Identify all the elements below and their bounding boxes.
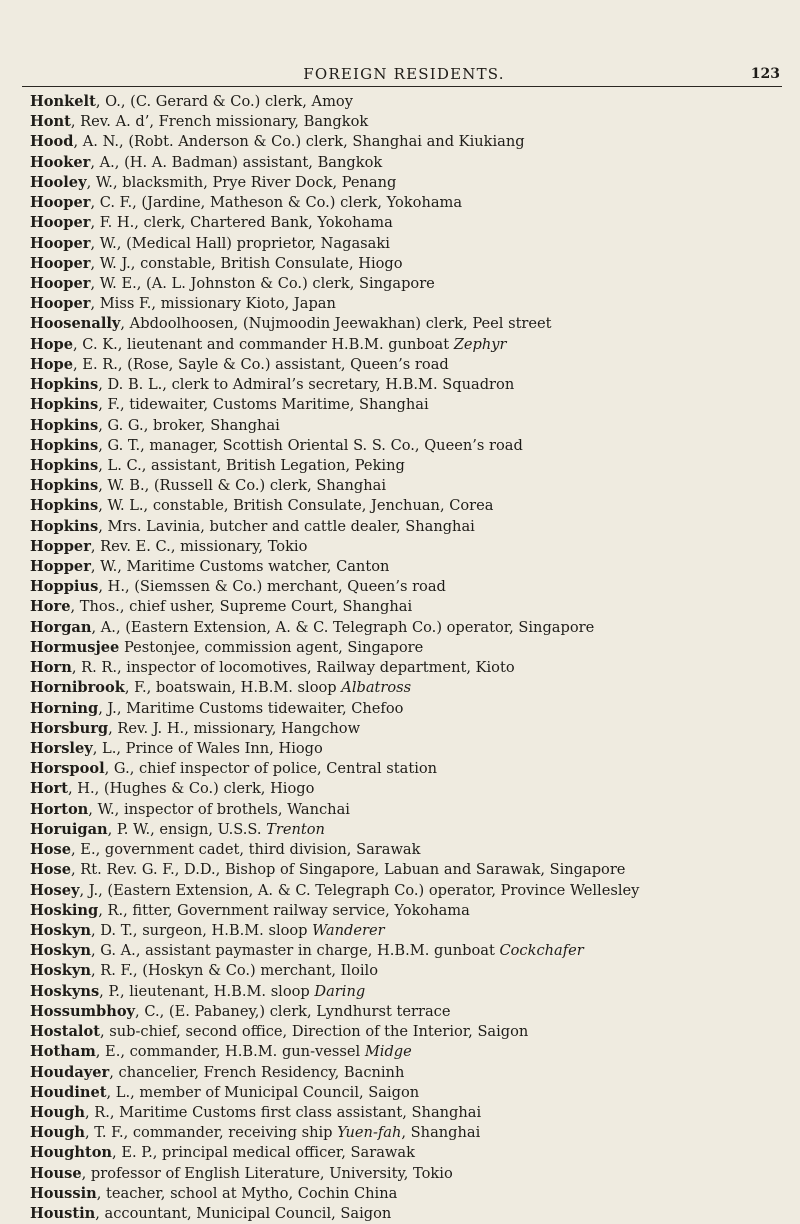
entry-details: , W., blacksmith, Prye River Dock, Penang: [86, 173, 397, 191]
entry-details: , professor of English Literature, University, Tokio: [81, 1164, 453, 1182]
list-item: [30, 759, 782, 779]
entry-surname: Horsley: [30, 740, 93, 757]
entry-surname: Hotham: [30, 1043, 96, 1061]
entry-ship-name: Wanderer: [312, 921, 385, 939]
entry-details: , G. T., manager, Scottish Oriental S. S. Co., Queen’s road: [98, 436, 523, 454]
entry-surname: Hornibrook: [30, 679, 125, 697]
entry-details: , F., tidewaiter, Customs Maritime, Shanghai: [98, 396, 429, 414]
list-item: [30, 112, 782, 132]
entry-surname: Hooper: [30, 214, 91, 232]
list-item: [30, 92, 782, 112]
list-item: [30, 153, 782, 173]
entry-details: , H., (Hughes & Co.) clerk, Hiogo: [67, 780, 315, 798]
entry-surname: Horn: [30, 659, 72, 677]
entry-details: , J., (Eastern Extension, A. & C. Telegraph Co.) operator, Province Wellesley: [79, 881, 640, 899]
entry-details: , R. F., (Hoskyn & Co.) merchant, Iloilo: [90, 962, 378, 980]
entry-details: , R., Maritime Customs first class assistant, Shanghai: [84, 1103, 482, 1121]
entry-ship-name: Daring: [314, 982, 366, 1000]
list-item: [30, 1022, 782, 1042]
entry-details: , A. N., (Robt. Anderson & Co.) clerk, Shanghai and Kiukiang: [73, 133, 525, 151]
list-item: [30, 476, 782, 496]
entry-surname: Hoppius: [30, 578, 99, 596]
entry-details: , P., lieutenant, H.B.M. sloop: [99, 982, 315, 1000]
list-item: [30, 375, 782, 395]
entry-details: , C. F., (Jardine, Matheson & Co.) clerk, Yokohama: [90, 194, 463, 212]
entry-surname: Hooley: [30, 173, 87, 191]
entry-details: , chancelier, French Residency, Bacninh: [109, 1063, 405, 1081]
list-item: [30, 860, 782, 880]
entry-details: , F., boatswain, H.B.M. sloop: [124, 679, 342, 697]
entry-surname: Horgan: [30, 618, 92, 636]
entry-details: , Rt. Rev. G. F., D.D., Bishop of Singapore, Labuan and Sarawak, Singapore: [71, 861, 626, 879]
entry-surname: Hose: [30, 861, 72, 879]
entry-details-tail: , Shanghai: [401, 1124, 481, 1142]
list-item: [30, 234, 782, 254]
directory-entries: [30, 92, 782, 1224]
entry-surname: Hopkins: [30, 376, 99, 394]
entry-surname: Hore: [30, 598, 71, 616]
entry-surname: Hormusjee: [30, 638, 120, 656]
entry-details: , Rev. J. H., missionary, Hangchow: [108, 719, 361, 737]
entry-surname: Hooper: [30, 295, 91, 313]
list-item: [30, 436, 782, 456]
list-item: [30, 1063, 782, 1083]
entry-details: , R., fitter, Government railway service, Yokohama: [98, 901, 470, 919]
list-item: [30, 537, 782, 557]
entry-surname: Horning: [30, 699, 99, 717]
entry-surname: Horton: [30, 800, 89, 818]
list-item: [30, 881, 782, 901]
entry-surname: Hopper: [30, 558, 91, 576]
entry-details: , E. R., (Rose, Sayle & Co.) assistant, Queen’s road: [73, 355, 449, 373]
list-item: [30, 1002, 782, 1022]
entry-surname: Houghton: [30, 1144, 113, 1162]
entry-surname: Hostalot: [30, 1023, 100, 1041]
entry-details: , C., (E. Pabaney,) clerk, Lyndhurst terrace: [135, 1002, 451, 1020]
entry-details: , teacher, school at Mytho, Cochin China: [96, 1184, 398, 1202]
entry-details: , L., Prince of Wales Inn, Hiogo: [92, 740, 323, 757]
entry-surname: Horuigan: [30, 820, 108, 838]
entry-details: Pestonjee, commission agent, Singapore: [119, 638, 424, 656]
entry-surname: Hoskyn: [30, 921, 91, 939]
list-item: [30, 820, 782, 840]
entry-surname: Hopkins: [30, 436, 99, 454]
entry-details: , T. F., commander, receiving ship: [84, 1124, 338, 1142]
entry-details: , E., government cadet, third division, Sarawak: [71, 841, 421, 859]
entry-surname: Hooper: [30, 234, 91, 252]
list-item: [30, 638, 782, 658]
list-item: [30, 982, 782, 1002]
entry-surname: Hope: [30, 355, 74, 373]
list-item: [30, 274, 782, 294]
entry-details: , E., commander, H.B.M. gun-vessel: [95, 1043, 365, 1061]
list-item: [30, 1083, 782, 1103]
entry-surname: Hough: [30, 1124, 85, 1142]
entry-details: , accountant, Municipal Council, Saigon: [95, 1205, 392, 1223]
entry-surname: Hopkins: [30, 456, 99, 474]
entry-ship-name: Zephyr: [453, 335, 507, 353]
list-item: [30, 577, 782, 597]
list-item: [30, 355, 782, 375]
entry-surname: Hose: [30, 841, 72, 859]
entry-ship-name: Albatross: [341, 679, 412, 697]
entry-surname: Hooper: [30, 194, 91, 212]
entry-details: , W. J., constable, British Consulate, Hiogo: [90, 254, 403, 272]
entry-surname: Hoskyn: [30, 962, 91, 980]
list-item: [30, 314, 782, 334]
entry-details: , A., (H. A. Badman) assistant, Bangkok: [90, 153, 383, 171]
list-item: [30, 658, 782, 678]
entry-surname: Hooper: [30, 254, 91, 272]
list-item: [30, 557, 782, 577]
entry-details: , Rev. E. C., missionary, Tokio: [90, 537, 308, 555]
list-item: [30, 961, 782, 981]
entry-details: , Rev. A. d’, French missionary, Bangkok: [70, 113, 369, 131]
entry-surname: Houstin: [30, 1205, 96, 1223]
list-item: [30, 1143, 782, 1163]
entry-surname: Hossumbhoy: [30, 1002, 136, 1020]
entry-surname: Hont: [30, 113, 71, 131]
entry-surname: Hopkins: [30, 517, 99, 535]
entry-details: , W., (Medical Hall) proprietor, Nagasaki: [90, 234, 390, 252]
entry-ship-name: Yuen-fah: [337, 1124, 402, 1142]
list-item: [30, 395, 782, 415]
list-item: [30, 739, 782, 759]
entry-surname: Hopkins: [30, 497, 99, 515]
entry-details: , D. T., surgeon, H.B.M. sloop: [90, 921, 313, 939]
entry-details: , Mrs. Lavinia, butcher and cattle dealer, Shanghai: [98, 517, 475, 535]
entry-details: , Abdoolhoosen, (Nujmoodin Jeewakhan) clerk, Peel street: [120, 315, 552, 333]
entry-surname: Hooper: [30, 274, 91, 292]
list-item: [30, 597, 782, 617]
entry-surname: Hopkins: [30, 416, 99, 434]
list-item: [30, 1184, 782, 1204]
entry-details: , C. K., lieutenant and commander H.B.M. gunboat: [73, 335, 454, 353]
list-item: [30, 840, 782, 860]
entry-ship-name: Trenton: [266, 820, 325, 838]
list-item: [30, 901, 782, 921]
list-item: [30, 254, 782, 274]
list-item: [30, 335, 782, 355]
entry-details: , P. W., ensign, U.S.S.: [107, 820, 267, 838]
entry-details: , W. E., (A. L. Johnston & Co.) clerk, Singapore: [90, 274, 435, 292]
list-item: [30, 193, 782, 213]
list-item: [30, 779, 782, 799]
entry-details: , H., (Siemssen & Co.) merchant, Queen’s road: [98, 578, 446, 596]
list-item: [30, 678, 782, 698]
entry-ship-name: Midge: [364, 1043, 412, 1061]
list-item: [30, 1103, 782, 1123]
entry-surname: Hopkins: [30, 396, 99, 414]
entry-surname: Houssin: [30, 1184, 97, 1202]
list-item: [30, 517, 782, 537]
entry-details: , sub-chief, second office, Direction of the Interior, Saigon: [99, 1023, 529, 1041]
entry-surname: Hoskyn: [30, 942, 91, 960]
entry-details: , Thos., chief usher, Supreme Court, Shanghai: [70, 598, 413, 616]
list-item: [30, 1204, 782, 1224]
entry-details: , L. C., assistant, British Legation, Peking: [98, 456, 405, 474]
entry-details: , A., (Eastern Extension, A. & C. Telegraph Co.) operator, Singapore: [91, 618, 595, 636]
list-item: [30, 173, 782, 193]
entry-details: , D. B. L., clerk to Admiral’s secretary, H.B.M. Squadron: [98, 376, 515, 394]
entry-surname: Hosking: [30, 901, 99, 919]
entry-surname: Horspool: [30, 760, 105, 778]
list-item: [30, 496, 782, 516]
entry-details: , F. H., clerk, Chartered Bank, Yokohama: [90, 214, 393, 232]
entry-surname: Hoskyns: [30, 982, 100, 1000]
entry-details: , G. G., broker, Shanghai: [98, 416, 280, 434]
entry-surname: Hopper: [30, 537, 91, 555]
entry-details: , W. L., constable, British Consulate, Jenchuan, Corea: [98, 497, 494, 515]
entry-surname: Hooker: [30, 153, 91, 171]
header-rule: [22, 86, 782, 87]
entry-surname: Hort: [30, 780, 68, 798]
entry-surname: Hoosenally: [30, 315, 121, 333]
entry-surname: Hosey: [30, 881, 80, 899]
entry-surname: Horsburg: [30, 719, 109, 737]
entry-surname: Houdayer: [30, 1063, 110, 1081]
list-item: [30, 699, 782, 719]
list-item: [30, 456, 782, 476]
list-item: [30, 941, 782, 961]
entry-details: , Miss F., missionary Kioto, Japan: [90, 295, 336, 313]
list-item: [30, 1164, 782, 1184]
list-item: [30, 618, 782, 638]
page-number: 123: [750, 66, 780, 82]
entry-surname: House: [30, 1164, 82, 1182]
list-item: [30, 719, 782, 739]
entry-surname: Hood: [30, 133, 74, 151]
entry-surname: Hough: [30, 1103, 85, 1121]
entry-details: , O., (C. Gerard & Co.) clerk, Amoy: [95, 93, 353, 110]
entry-ship-name: Cockchafer: [499, 942, 584, 960]
list-item: [30, 921, 782, 941]
entry-surname: Hope: [30, 335, 74, 353]
list-item: [30, 800, 782, 820]
running-head: FOREIGN RESIDENTS.: [303, 65, 505, 83]
entry-details: , W., Maritime Customs watcher, Canton: [90, 558, 390, 576]
entry-details: , J., Maritime Customs tidewaiter, Chefoo: [98, 699, 404, 717]
entry-details: , G., chief inspector of police, Central station: [104, 760, 438, 778]
entry-details: , W. B., (Russell & Co.) clerk, Shanghai: [98, 477, 387, 495]
entry-details: , R. R., inspector of locomotives, Railway department, Kioto: [71, 659, 515, 677]
list-item: [30, 416, 782, 436]
entry-details: , W., inspector of brothels, Wanchai: [88, 800, 350, 818]
list-item: [30, 294, 782, 314]
entry-surname: Honkelt: [30, 93, 96, 110]
entry-details: , L., member of Municipal Council, Saigon: [106, 1083, 420, 1101]
list-item: [30, 132, 782, 152]
entry-details: , G. A., assistant paymaster in charge, H.B.M. gunboat: [90, 942, 500, 960]
page-header: [28, 62, 780, 92]
entry-surname: Houdinet: [30, 1083, 107, 1101]
entry-surname: Hopkins: [30, 477, 99, 495]
entry-details: , E. P., principal medical officer, Sarawak: [112, 1144, 415, 1162]
list-item: [30, 1042, 782, 1062]
list-item: [30, 213, 782, 233]
list-item: [30, 1123, 782, 1143]
